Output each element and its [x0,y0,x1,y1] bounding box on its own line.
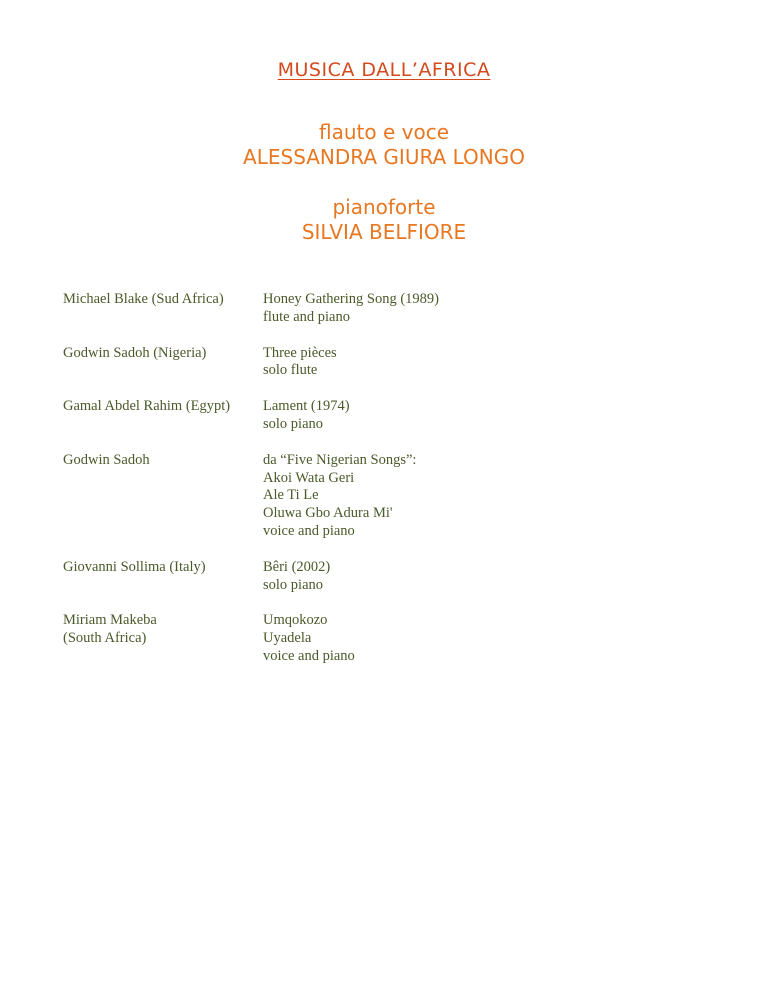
work-line: Bêri (2002) [263,558,331,575]
composer-line: Gamal Abdel Rahim (Egypt) [63,398,231,415]
performer-piano [0,195,768,245]
work [263,291,703,327]
composer [63,345,263,381]
work-line: solo piano [263,415,324,432]
work-line: voice and piano [263,522,355,539]
composer [63,291,263,327]
work [263,398,703,434]
performer-name: ALESSANDRA GIURA LONGO [243,145,525,169]
work-line: voice and piano [263,647,355,664]
composer [63,398,263,434]
work-line: Akoi Wata Geri [263,469,355,486]
performer-role: flauto e voce [319,120,449,144]
work-line: solo flute [263,362,318,379]
work-line: Three pièces [263,344,337,361]
program-entry [63,291,703,327]
composer-line: Michael Blake (Sud Africa) [63,291,224,307]
performer-name: SILVIA BELFIORE [301,220,467,244]
composer-line: Godwin Sadoh [63,451,150,468]
composer-line: Giovanni Sollima (Italy) [63,558,206,575]
work-line: solo piano [263,576,324,593]
work-line: Uyadela [263,630,312,647]
work-line: Umqokozo [263,612,328,629]
program-entry [63,452,703,541]
program-entry [63,345,703,381]
performer-flute-voice [0,120,768,170]
work-line: flute and piano [263,308,350,325]
work-line: Lament (1974) [263,398,350,415]
program-list [63,291,703,684]
work [263,559,703,595]
work-line: da “Five Nigerian Songs”: [263,451,417,468]
composer [63,559,263,595]
program-entry [63,559,703,595]
composer [63,452,263,541]
composer [63,612,263,665]
work [263,612,703,665]
composer-line: (South Africa) [63,630,147,647]
composer-line: Godwin Sadoh (Nigeria) [63,344,207,361]
work-line: Ale Ti Le [263,487,319,504]
program-entry [63,398,703,434]
concert-title: MUSICA DALL’AFRICA [277,59,491,81]
work [263,345,703,381]
program-entry [63,612,703,665]
work-line: Oluwa Gbo Adura Mi' [263,505,393,522]
work [263,452,703,541]
composer-line: Miriam Makeba [63,612,157,629]
performer-role: pianoforte [332,195,436,219]
work-line: Honey Gathering Song (1989) [263,291,439,307]
